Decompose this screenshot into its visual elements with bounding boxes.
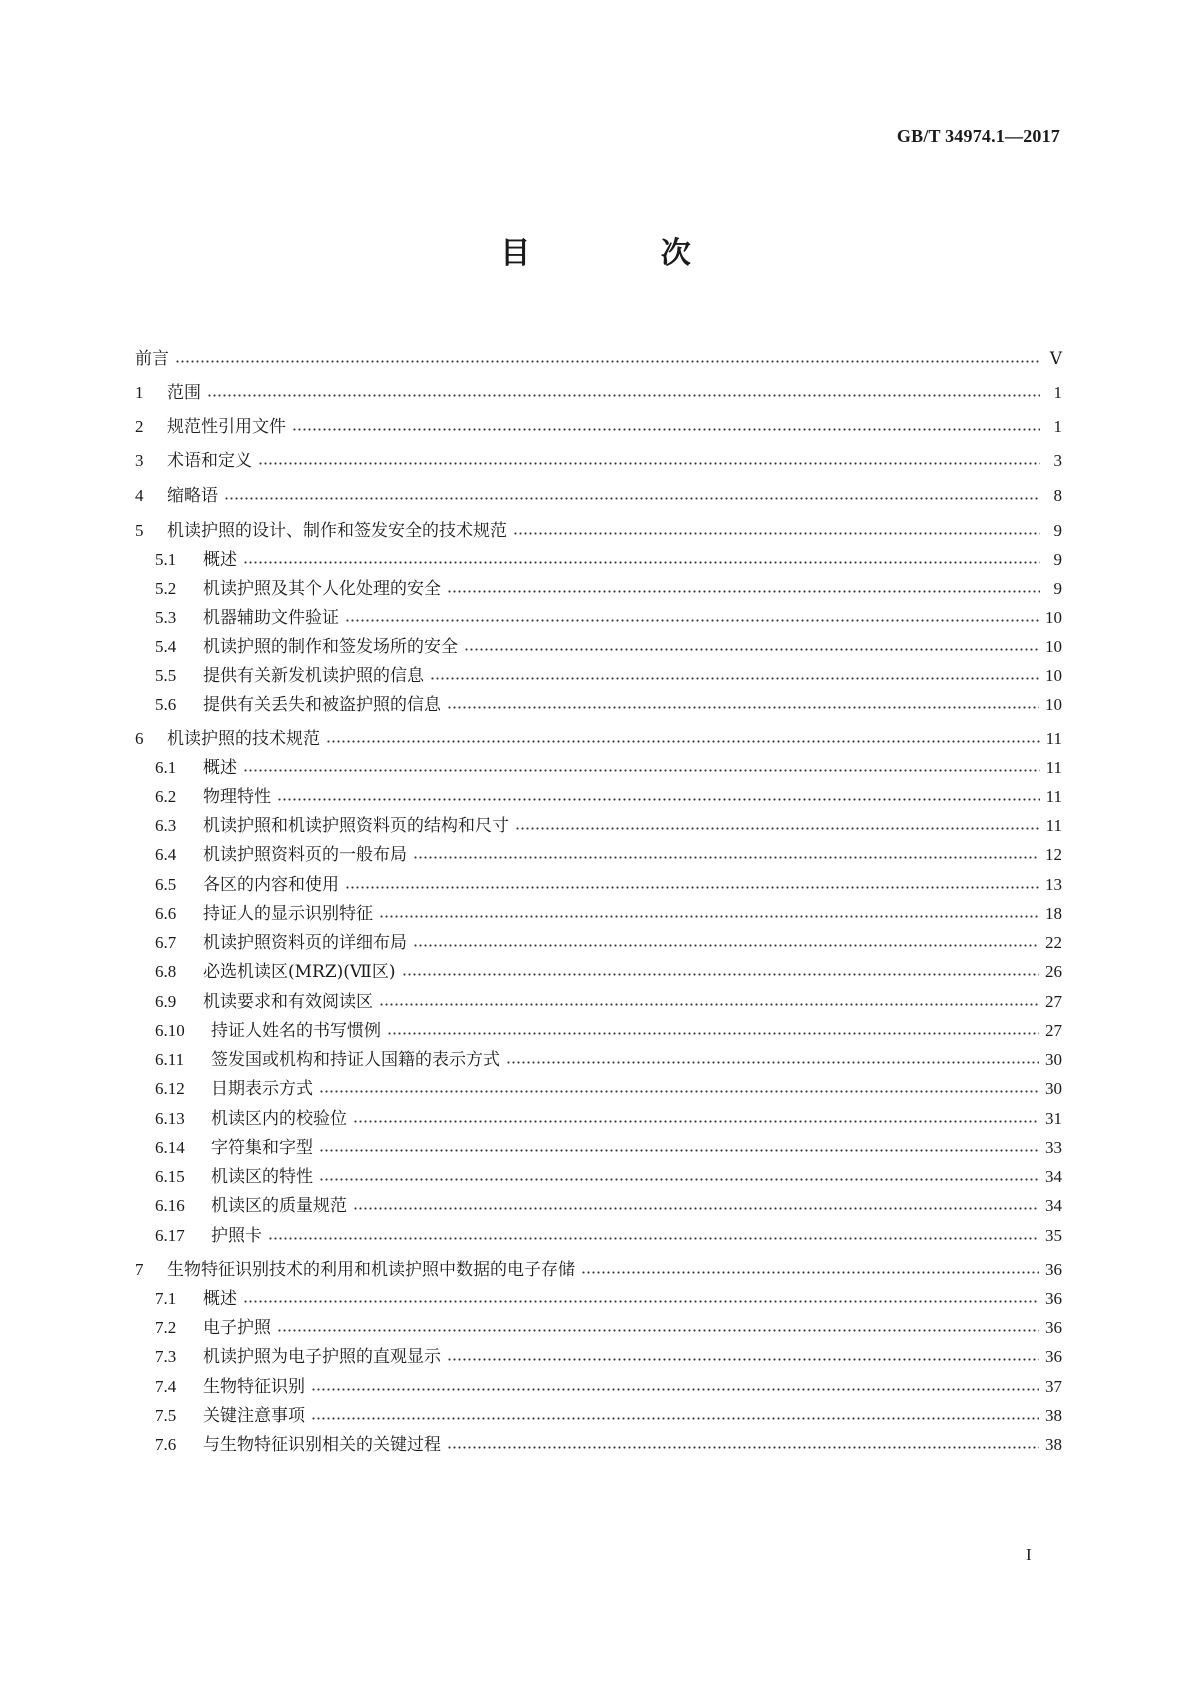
toc-entry-label: 必选机读区(MRZ)(Ⅶ区) (203, 962, 396, 982)
toc-entry[interactable] (135, 1316, 1062, 1340)
toc-leader-dots (353, 1120, 1039, 1123)
toc-leader-dots (243, 769, 1040, 772)
toc-entry[interactable] (135, 1019, 1062, 1043)
toc-entry-label: 机读区的特性 (211, 1167, 313, 1187)
toc-entry-label: 机读区的质量规范 (211, 1196, 347, 1216)
toc-leader-dots (447, 1358, 1039, 1361)
toc-entry-page: 10 (1045, 695, 1062, 714)
toc-entry[interactable] (135, 1077, 1062, 1101)
toc-entry-label: 持证人姓名的书写惯例 (211, 1021, 381, 1041)
toc-entry-page: 38 (1045, 1435, 1062, 1454)
toc-entry[interactable] (135, 1433, 1062, 1457)
toc-leader-dots (345, 886, 1039, 889)
toc-entry-number: 6.14 (155, 1138, 185, 1157)
toc-entry-number: 6.16 (155, 1196, 185, 1215)
toc-entry[interactable] (135, 449, 1062, 473)
toc-leader-dots (311, 1388, 1039, 1391)
toc-entry-label: 机读护照的技术规范 (167, 729, 320, 749)
toc-entry-label: 概述 (203, 758, 237, 778)
toc-entry[interactable] (135, 1165, 1062, 1189)
toc-entry-label: 机读护照的制作和签发场所的安全 (203, 637, 458, 657)
toc-entry-label: 签发国或机构和持证人国籍的表示方式 (211, 1050, 500, 1070)
toc-entry-page: 36 (1045, 1260, 1062, 1279)
toc-leader-dots (581, 1271, 1039, 1274)
toc-entry-number: 6.3 (155, 816, 177, 835)
toc-entry-label: 概述 (203, 1289, 237, 1309)
toc-entry-page: 11 (1045, 816, 1062, 835)
toc-entry-label: 范围 (167, 383, 201, 403)
toc-entry[interactable] (135, 1048, 1062, 1072)
toc-leader-dots (319, 1149, 1039, 1152)
toc-entry[interactable] (135, 484, 1062, 508)
toc-entry-label: 护照卡 (211, 1226, 262, 1246)
toc-entry-page: 36 (1045, 1318, 1062, 1337)
toc-entry-label: 持证人的显示识别特征 (203, 904, 373, 924)
toc-leader-dots (353, 1207, 1039, 1210)
toc-entry-number: 6.9 (155, 992, 177, 1011)
toc-entry-label: 日期表示方式 (211, 1079, 313, 1099)
toc-leader-dots (224, 497, 1040, 500)
toc-entry-label: 机读护照的设计、制作和签发安全的技术规范 (167, 521, 507, 541)
toc-leader-dots (319, 1178, 1039, 1181)
toc-entry-number: 6.2 (155, 787, 177, 806)
toc-entry-label: 与生物特征识别相关的关键过程 (203, 1435, 441, 1455)
toc-entry-number: 4 (135, 486, 144, 505)
toc-entry-label: 缩略语 (167, 486, 218, 506)
toc-entry[interactable] (135, 931, 1062, 955)
toc-entry-label: 提供有关新发机读护照的信息 (203, 666, 424, 686)
toc-entry[interactable] (135, 843, 1062, 867)
toc-entry-page: 1 (1053, 417, 1062, 436)
toc-entry[interactable] (135, 1224, 1062, 1248)
toc-entry-label: 电子护照 (203, 1318, 271, 1338)
page-number: I (1026, 1545, 1032, 1564)
toc-leader-dots (243, 1300, 1039, 1303)
toc-entry-number: 5.1 (155, 550, 177, 569)
toc-entry-page: 27 (1045, 1021, 1062, 1040)
toc-entry-page: 38 (1045, 1406, 1062, 1425)
toc-entry[interactable] (135, 606, 1062, 630)
toc-entry-page: 27 (1045, 992, 1062, 1011)
toc-leader-dots (379, 915, 1039, 918)
toc-entry-label: 前言 (135, 349, 169, 369)
toc-leader-dots (258, 462, 1040, 465)
toc-entry-page: 36 (1045, 1347, 1062, 1366)
toc-entry[interactable] (135, 635, 1062, 659)
toc-entry-number: 2 (135, 417, 144, 436)
toc-entry-number: 7.6 (155, 1435, 177, 1454)
toc-entry-number: 6.8 (155, 962, 177, 981)
toc-entry-number: 6.11 (155, 1050, 185, 1069)
toc-entry-number: 7.2 (155, 1318, 177, 1337)
toc-leader-dots (175, 360, 1040, 363)
toc-leader-dots (319, 1090, 1039, 1093)
toc-entry[interactable] (135, 664, 1062, 688)
toc-entry-number: 6.13 (155, 1109, 185, 1128)
toc-entry[interactable] (135, 415, 1062, 439)
toc-leader-dots (387, 1032, 1039, 1035)
toc-entry-number: 6.15 (155, 1167, 185, 1186)
toc-entry-number: 6.12 (155, 1079, 185, 1098)
toc-entry[interactable] (135, 1345, 1062, 1369)
toc-entry-page: 30 (1045, 1079, 1062, 1098)
toc-entry-number: 5.4 (155, 637, 177, 656)
toc-entry-page: 26 (1045, 962, 1062, 981)
toc-leader-dots (207, 394, 1040, 397)
toc-entry-label: 提供有关丢失和被盗护照的信息 (203, 695, 441, 715)
toc-entry-number: 6.6 (155, 904, 177, 923)
toc-entry-label: 各区的内容和使用 (203, 875, 339, 895)
toc-entry-page: 11 (1045, 729, 1062, 748)
toc-entry-page: 33 (1045, 1138, 1062, 1157)
toc-leader-dots (447, 1446, 1039, 1449)
toc-entry-page: 31 (1045, 1109, 1062, 1128)
toc-entry-label: 机读区内的校验位 (211, 1109, 347, 1129)
toc-entry-number: 7.3 (155, 1347, 177, 1366)
toc-entry-label: 生物特征识别技术的利用和机读护照中数据的电子存储 (167, 1260, 575, 1280)
toc-entry-label: 字符集和字型 (211, 1138, 313, 1158)
toc-entry-page: 10 (1045, 608, 1062, 627)
toc-entry-page: 8 (1053, 486, 1062, 505)
toc-entry-page: 3 (1053, 451, 1062, 470)
toc-entry-number: 6.7 (155, 933, 177, 952)
toc-entry-label: 机读护照和机读护照资料页的结构和尺寸 (203, 816, 509, 836)
toc-entry-page: 9 (1053, 550, 1062, 569)
toc-entry-label: 机读护照资料页的一般布局 (203, 845, 407, 865)
toc-entry-label: 机读要求和有效阅读区 (203, 992, 373, 1012)
toc-entry-label: 术语和定义 (167, 451, 252, 471)
toc-entry-number: 5.3 (155, 608, 177, 627)
toc-leader-dots (464, 648, 1039, 651)
toc-leader-dots (326, 740, 1040, 743)
toc-entry[interactable] (135, 1107, 1062, 1131)
toc-leader-dots (513, 532, 1040, 535)
toc-leader-dots (413, 944, 1039, 947)
toc-entry-number: 6.4 (155, 845, 177, 864)
toc-entry[interactable] (135, 785, 1062, 809)
toc-entry-number: 7.5 (155, 1406, 177, 1425)
toc-entry[interactable] (135, 381, 1062, 405)
toc-entry-label: 物理特性 (203, 787, 271, 807)
toc-entry-number: 7 (135, 1260, 144, 1279)
toc-entry-number: 3 (135, 451, 144, 470)
toc-entry-number: 6.5 (155, 875, 177, 894)
toc-entry[interactable] (135, 693, 1062, 717)
toc-leader-dots (243, 561, 1040, 564)
toc-entry-number: 6.17 (155, 1226, 185, 1245)
toc-entry-page: 34 (1045, 1167, 1062, 1186)
toc-entry-number: 5.2 (155, 579, 177, 598)
toc-entry-page: 11 (1045, 787, 1062, 806)
toc-entry-page: 9 (1053, 579, 1062, 598)
toc-entry-page: 36 (1045, 1289, 1062, 1308)
toc-entry[interactable] (135, 548, 1062, 572)
toc-leader-dots (515, 827, 1040, 830)
toc-entry-label: 机器辅助文件验证 (203, 608, 339, 628)
toc-entry-number: 7.1 (155, 1289, 177, 1308)
toc-entry-page: 11 (1045, 758, 1062, 777)
toc-entry-number: 6.1 (155, 758, 177, 777)
toc-entry-page: 13 (1045, 875, 1062, 894)
toc-entry-label: 概述 (203, 550, 237, 570)
toc-entry-label: 机读护照资料页的详细布局 (203, 933, 407, 953)
toc-entry-number: 5 (135, 521, 144, 540)
toc-entry[interactable] (135, 814, 1062, 838)
toc-entry-number: 6 (135, 729, 144, 748)
toc-entry[interactable] (135, 727, 1062, 751)
page-title: 目 次 (500, 236, 751, 271)
toc-entry[interactable] (135, 990, 1062, 1014)
standard-code: GB/T 34974.1—2017 (896, 126, 1060, 146)
toc-entry-page: 37 (1045, 1377, 1062, 1396)
toc-leader-dots (447, 590, 1040, 593)
toc-entry[interactable] (135, 756, 1062, 780)
toc-leader-dots (379, 1003, 1039, 1006)
toc-entry[interactable] (135, 1287, 1062, 1311)
toc-entry[interactable] (135, 1258, 1062, 1282)
toc-entry-page: 34 (1045, 1196, 1062, 1215)
toc-entry-label: 规范性引用文件 (167, 417, 286, 437)
toc-entry[interactable] (135, 519, 1062, 543)
toc-entry-page: 9 (1053, 521, 1062, 540)
toc-entry[interactable] (135, 960, 1062, 984)
toc-entry-label: 机读护照为电子护照的直观显示 (203, 1347, 441, 1367)
toc-leader-dots (506, 1061, 1039, 1064)
toc-entry[interactable] (135, 1194, 1062, 1218)
toc-entry[interactable] (135, 1136, 1062, 1160)
toc-entry-page: 35 (1045, 1226, 1062, 1245)
toc-entry-label: 关键注意事项 (203, 1406, 305, 1426)
toc-entry-number: 1 (135, 383, 144, 402)
toc-entry-number: 5.5 (155, 666, 177, 685)
toc-leader-dots (268, 1237, 1039, 1240)
toc-entry[interactable] (135, 577, 1062, 601)
toc-entry-page: 1 (1053, 383, 1062, 402)
toc-entry-label: 机读护照及其个人化处理的安全 (203, 579, 441, 599)
toc-entry-page: 30 (1045, 1050, 1062, 1069)
toc-entry-page: 18 (1045, 904, 1062, 923)
toc-entry[interactable] (135, 1404, 1062, 1428)
toc-leader-dots (430, 677, 1039, 680)
toc-entry[interactable] (135, 347, 1062, 371)
toc-leader-dots (345, 619, 1039, 622)
toc-leader-dots (277, 1329, 1039, 1332)
toc-entry[interactable] (135, 902, 1062, 926)
toc-entry-page: 12 (1045, 845, 1062, 864)
toc-entry[interactable] (135, 873, 1062, 897)
toc-entry-page: 22 (1045, 933, 1062, 952)
toc-leader-dots (311, 1417, 1039, 1420)
toc-entry-page: Ⅴ (1049, 349, 1062, 368)
toc-leader-dots (292, 428, 1040, 431)
toc-leader-dots (413, 856, 1039, 859)
toc-leader-dots (402, 973, 1040, 976)
toc-leader-dots (277, 798, 1040, 801)
toc-entry-page: 10 (1045, 637, 1062, 656)
toc-entry-label: 生物特征识别 (203, 1377, 305, 1397)
toc-entry-number: 6.10 (155, 1021, 185, 1040)
toc-entry[interactable] (135, 1375, 1062, 1399)
toc-entry-number: 5.6 (155, 695, 177, 714)
toc-entry-number: 7.4 (155, 1377, 177, 1396)
toc-entry-page: 10 (1045, 666, 1062, 685)
toc-leader-dots (447, 706, 1039, 709)
